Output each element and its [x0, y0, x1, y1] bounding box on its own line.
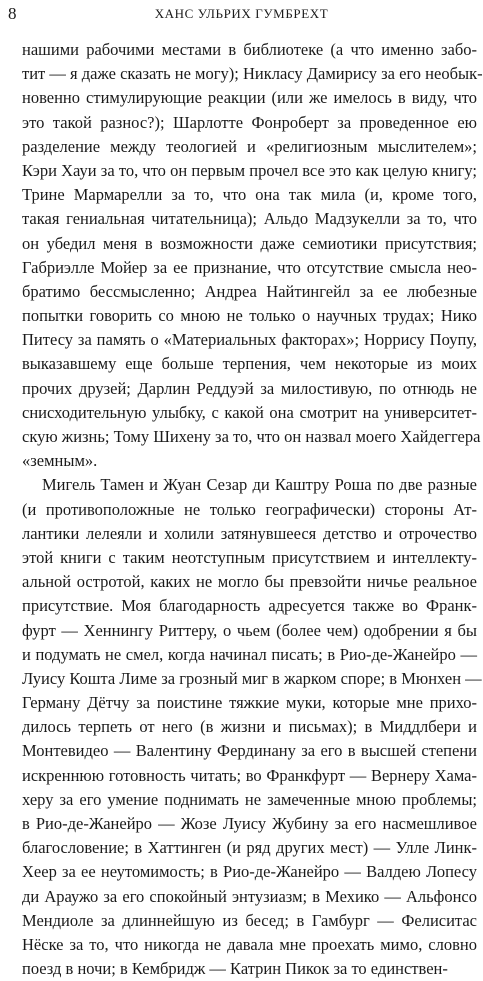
text-line: Кэри Хауи за то, что он первым прочел все это как целую книгу; — [22, 160, 477, 180]
text-line: Хеер за ее неутомимость; в Рио-де-Жанейро — Валдею Лопесу — [22, 862, 477, 882]
body-text — [22, 38, 483, 981]
text-line: и подумать не смел, когда начинал писать; в Рио-де-Жанейро — — [22, 644, 477, 664]
text-line: Питесу за память о «Материальных факторах»; Норрису Поупу, — [22, 330, 477, 350]
paragraphs — [22, 38, 483, 981]
text-line: «земным». — [22, 451, 98, 471]
text-line: снисходительную улыбку, с какой она смотрит на университет- — [22, 402, 477, 422]
paragraph — [22, 473, 482, 981]
running-head — [8, 4, 475, 22]
text-line: Нёске за то, что никогда не давала мне проехать мимо, словно — [22, 934, 477, 954]
text-line: альной остротой, каких не могло бы превзойти ничье реальное — [22, 572, 477, 592]
page-number: 8 — [8, 4, 17, 23]
text-line: Луису Кошта Лиме за грозный миг в жарком споре; в Мюнхен — — [22, 668, 482, 688]
text-line: скую жизнь; Тому Шихену за то, что он назвал моего Хайдеггера — [22, 427, 481, 446]
text-line: искреннюю готовность читать; во Франкфурт — Вернеру Хама- — [22, 765, 477, 785]
text-line: фурт — Хеннингу Риттеру, о чьем (более чем) одобрении я бы — [22, 620, 477, 640]
text-line: Трине Мармарелли за то, что она так мила (и, кроме того, — [22, 185, 477, 205]
text-line: разделение между теологией и «религиозным мыслителем»; — [22, 136, 477, 156]
text-line: херу за его умение поднимать не замеченные мною проблемы; — [22, 789, 477, 809]
text-line: Монтевидео — Валентину Фердинану за его в высшей степени — [22, 741, 477, 761]
text-line: выказавшему еще больше терпения, чем некоторые из моих — [22, 354, 477, 374]
text-line: тит — я даже сказать не могу); Никласу Дамирису за его необык- — [22, 64, 483, 84]
book-title: ХАНС УЛЬРИХ ГУМБРЕХТ — [154, 6, 329, 21]
text-line: лантики лелеяли и холили затянувшееся детство и отрочество — [22, 523, 477, 543]
text-line: Герману Дётчу за поистине тяжкие муки, которые мне прихо- — [22, 693, 477, 713]
text-line: такая гениальная читательница); Альдо Мадзукелли за то, что — [22, 209, 477, 229]
text-line: Мендиоле за длиннейшую из бесед; в Гамбург — Фелиситас — [22, 910, 477, 930]
text-line: Габриэлле Мойер за ее признание, что отсутствие смысла нео- — [22, 257, 477, 277]
text-line: Мигель Тамен и Жуан Сезар ди Каштру Роша по две разные — [42, 475, 477, 495]
text-line: присутствие. Моя благодарность адресуется также во Франк- — [22, 596, 477, 616]
text-line: попытки говорить со мною не только о научных трудах; Нико — [22, 306, 477, 326]
text-line: благословение; в Хаттинген (и ряд других мест) — Улле Линк- — [22, 838, 477, 858]
text-line: прочих друзей; Дарлин Реддуэй за милостивую, по отнюдь не — [22, 378, 477, 398]
text-line: этой книги с таким неотступным присутствием и интеллекту- — [22, 547, 477, 567]
text-line: нашими рабочими местами в библиотеке (а что именно забо- — [22, 40, 477, 59]
text-line: это такой разнос?); Шарлотте Фонроберт за проведенное ею — [22, 112, 477, 132]
text-line: братимо бессмысленно; Андреа Найтингейл за ее любезные — [22, 281, 477, 301]
text-line: он убедил меня в возможности даже семиотики присутствия; — [22, 233, 477, 253]
text-line: поезд в ночи; в Кембридж — Катрин Пикок за то единствен- — [22, 959, 448, 979]
text-line: (и противоположные не только географически) стороны Ат- — [22, 499, 477, 519]
text-line: новенно стимулирующие реакции (или же имелось в виду, что — [22, 88, 477, 108]
text-line: в Рио-де-Жанейро — Жозе Луису Жубину за его насмешливое — [22, 814, 477, 833]
text-line: дилось терпеть от него (в жизни и письмах); в Миддлбери и — [22, 717, 477, 737]
text-line: ди Араужо за его спокойный энтузиазм; в Мехико — Альфонсо — [22, 886, 477, 906]
paragraph — [22, 38, 483, 473]
